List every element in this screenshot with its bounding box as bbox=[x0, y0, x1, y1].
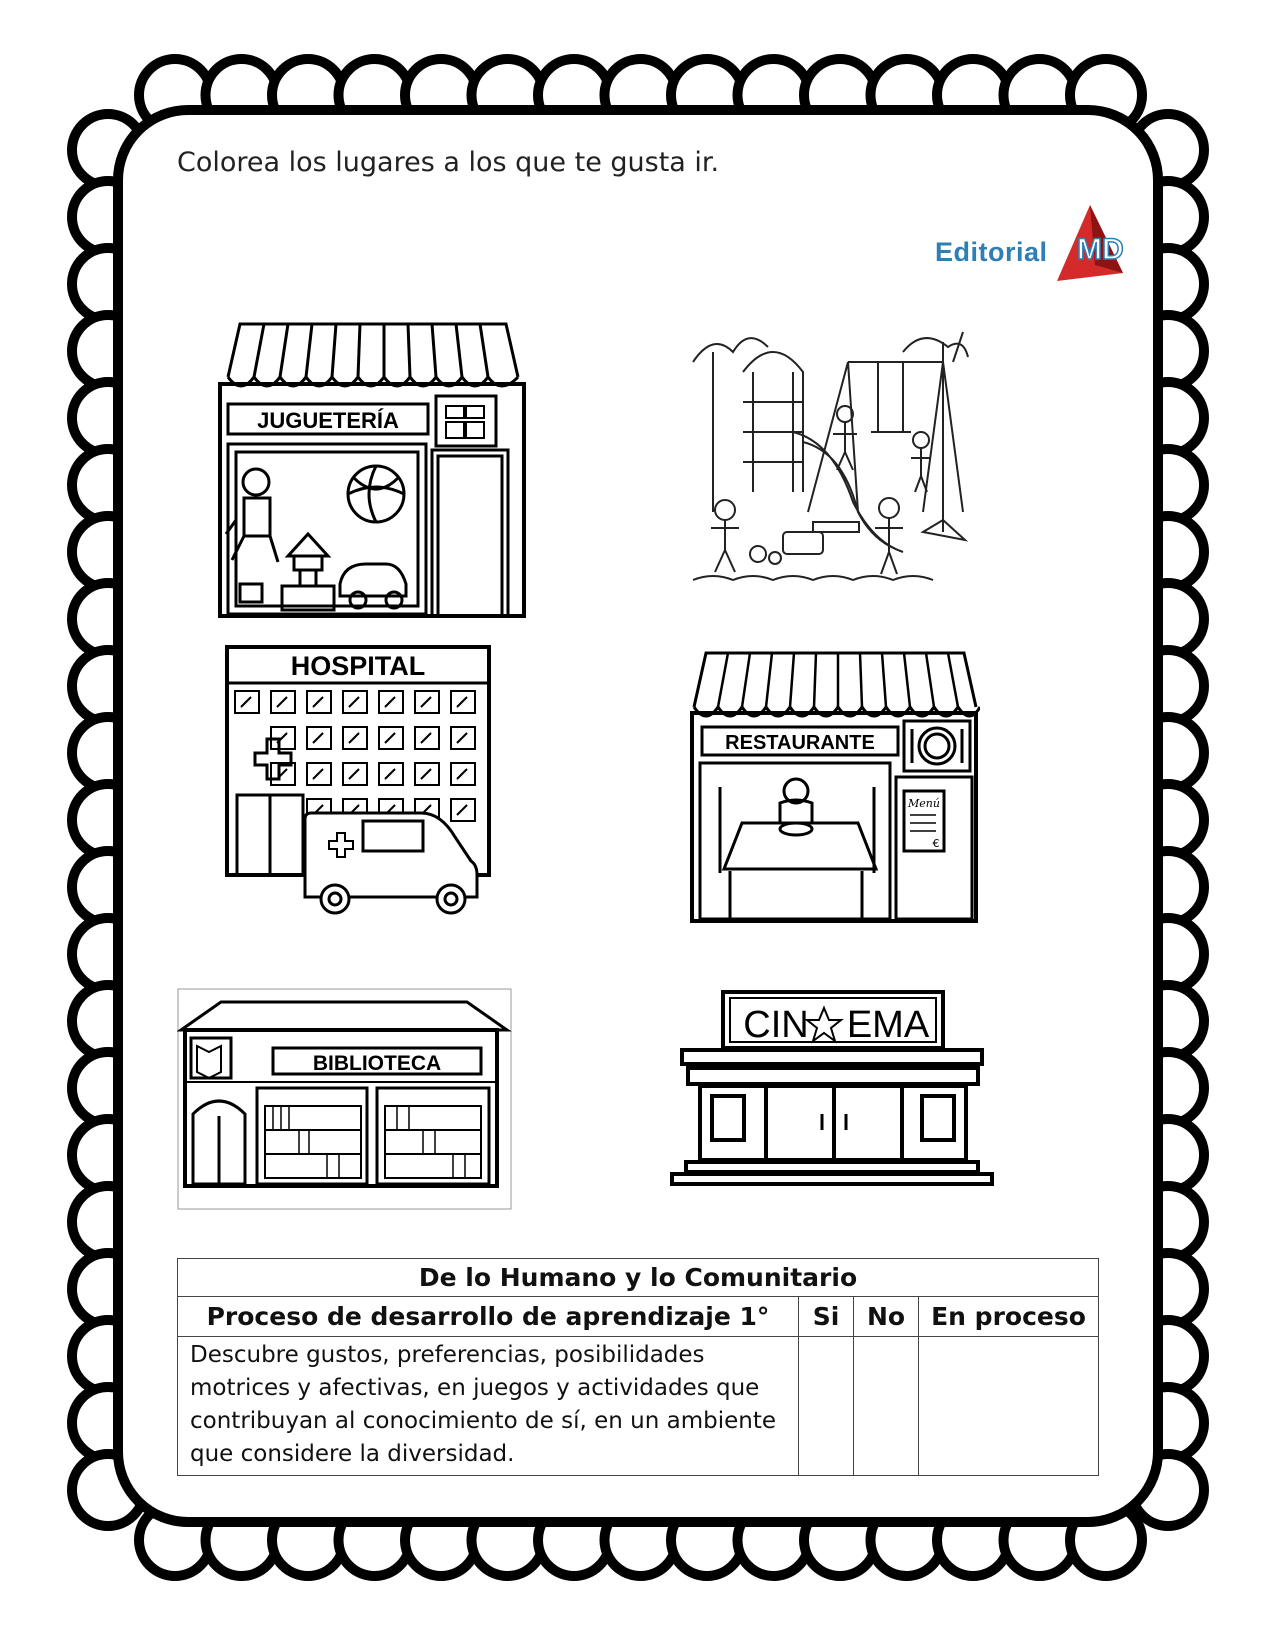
menu-board-price: € bbox=[932, 837, 940, 850]
check-cell-no[interactable] bbox=[854, 1337, 919, 1476]
table-row bbox=[178, 1337, 1099, 1476]
header-process: Proceso de desarrollo de aprendizaje 1° bbox=[178, 1297, 799, 1337]
instruction-text: Colorea los lugares a los que te gusta ir. bbox=[177, 147, 720, 178]
menu-board-title: Menú bbox=[908, 797, 940, 810]
hospital-illustration bbox=[225, 645, 495, 920]
table-title-row bbox=[178, 1259, 1099, 1297]
restaurant-sign: RESTAURANTE bbox=[725, 732, 875, 754]
table-header-row bbox=[178, 1297, 1099, 1337]
editorial-logo bbox=[935, 203, 1125, 283]
table-title: De lo Humano y lo Comunitario bbox=[178, 1259, 1099, 1297]
check-cell-si[interactable] bbox=[799, 1337, 854, 1476]
check-cell-en-proceso[interactable] bbox=[919, 1337, 1099, 1476]
logo-mark-text: MD bbox=[1077, 233, 1124, 266]
header-en-proceso: En proceso bbox=[919, 1297, 1099, 1337]
cinema-star-icon bbox=[807, 1008, 841, 1041]
evaluation-table bbox=[177, 1258, 1099, 1476]
cinema-sign-left: CIN bbox=[743, 1004, 809, 1046]
toy-store-sign: JUGUETERÍA bbox=[257, 408, 399, 433]
restaurant-illustration bbox=[690, 651, 980, 927]
learning-description: Descubre gustos, preferencias, posibilidades motrices y afectivas, en juegos y actividades que contribuyan al conocimiento de sí, en un ambiente que considere la diversidad. bbox=[178, 1337, 799, 1476]
logo-text: Editorial bbox=[935, 237, 1048, 267]
header-si: Si bbox=[799, 1297, 854, 1337]
library-illustration bbox=[177, 988, 512, 1210]
cinema-illustration bbox=[668, 990, 998, 1190]
logo-mark-icon bbox=[1055, 203, 1125, 283]
library-sign: BIBLIOTECA bbox=[312, 1052, 442, 1075]
header-no: No bbox=[854, 1297, 919, 1337]
cinema-sign-right: EMA bbox=[846, 1004, 930, 1046]
park-playground-illustration bbox=[683, 322, 973, 602]
toy-store-illustration bbox=[218, 322, 528, 622]
hospital-sign: HOSPITAL bbox=[290, 651, 426, 681]
